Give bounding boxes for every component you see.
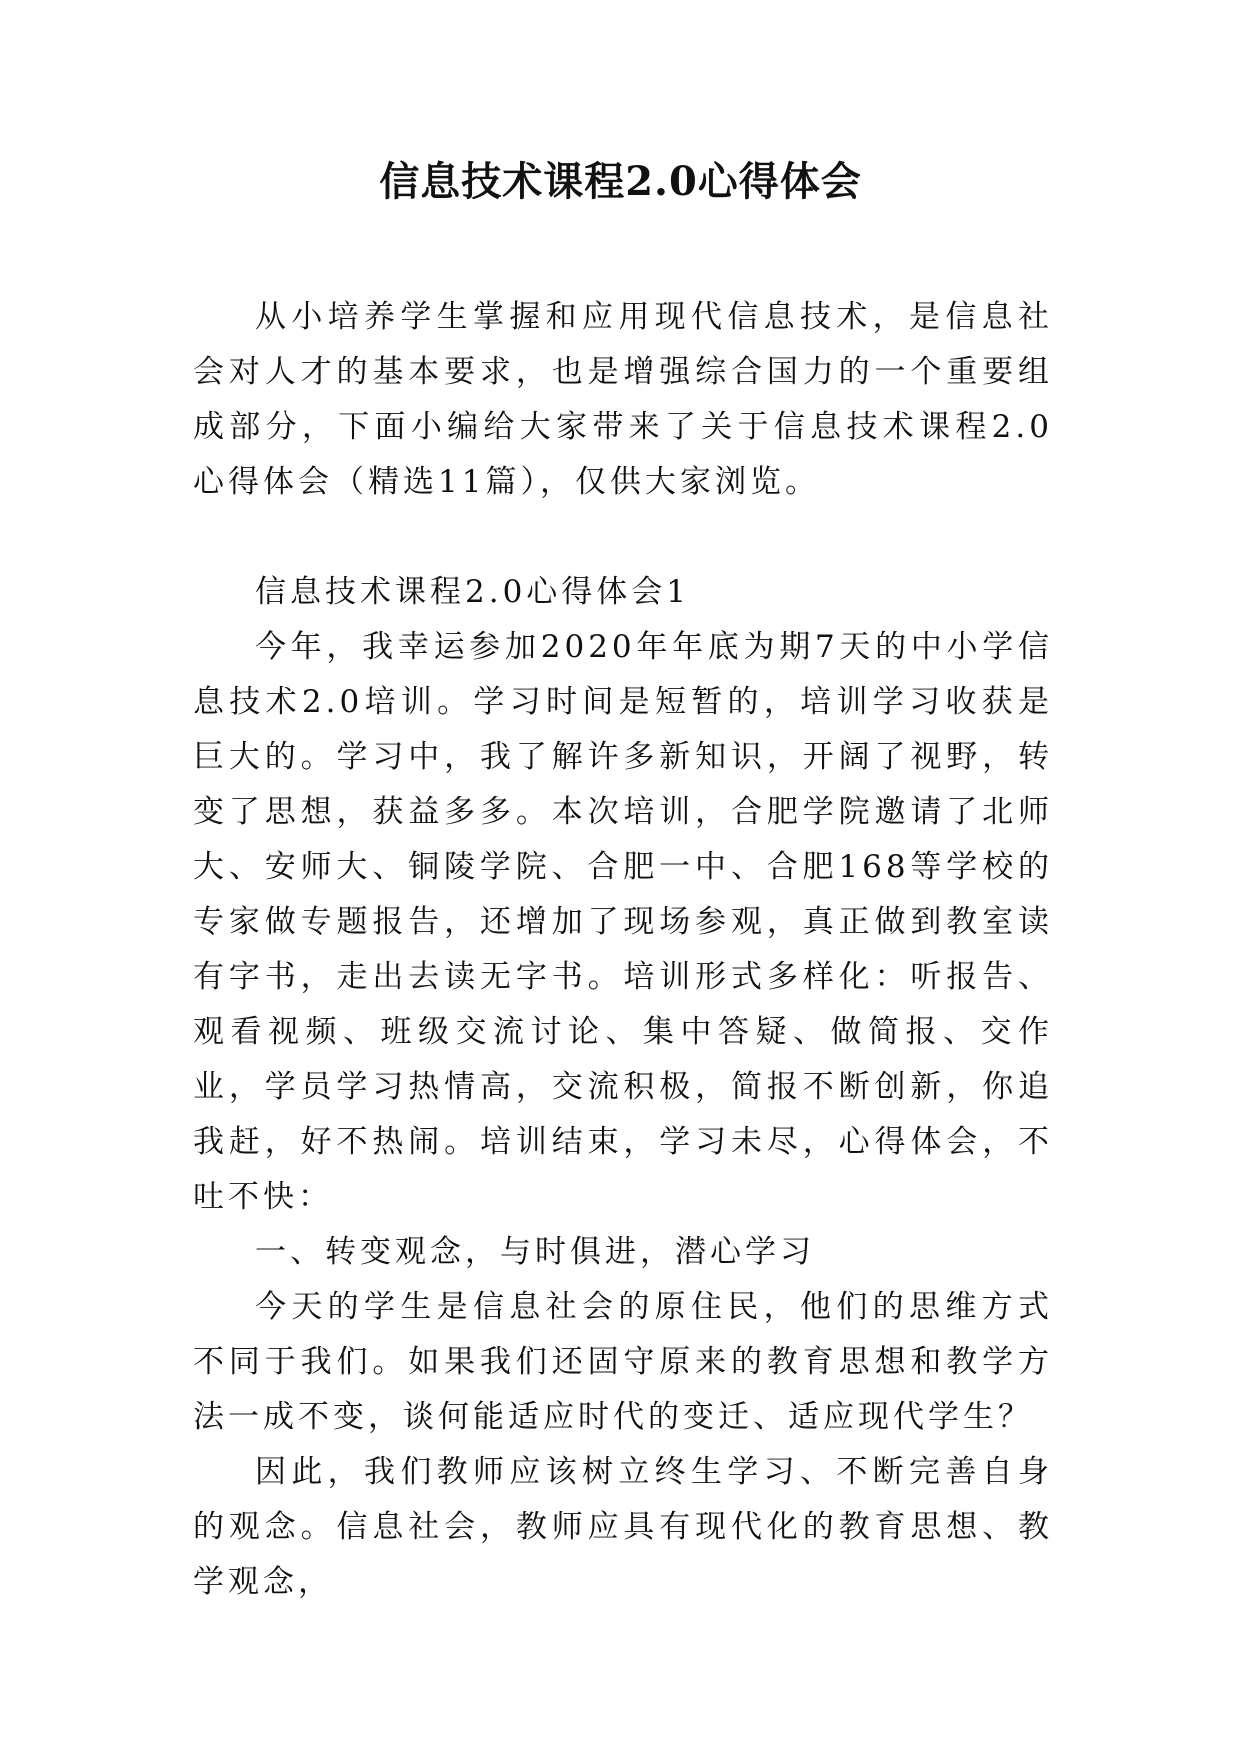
subsection-heading: 一、转变观念，与时俱进，潜心学习 <box>255 1234 815 1270</box>
intro-paragraph: 从小培养学生掌握和应用现代信息技术，是信息社会对人才的基本要求，也是增强综合国力的一个重要组成部分，下面小编给大家带来了关于信息技术课程2.0心得体会（精选11篇），仅供大家浏览。 <box>193 299 1053 500</box>
document-title: 信息技术课程2.0心得体会 <box>379 158 862 205</box>
body-paragraph: 今天的学生是信息社会的原住民，他们的思维方式不同于我们。如果我们还固守原来的教育思想和教学方法一成不变，谈何能适应时代的变迁、适应现代学生？ <box>193 1289 1053 1435</box>
paragraph-spacer <box>193 510 1053 565</box>
body-paragraph: 因此，我们教师应该树立终生学习、不断完善自身的观念。信息社会，教师应具有现代化的教育思想、教学观念， <box>193 1454 1053 1600</box>
body-paragraph: 今年，我幸运参加2020年年底为期7天的中小学信息技术2.0培训。学习时间是短暂的，培训学习收获是巨大的。学习中，我了解许多新知识，开阔了视野，转变了思想，获益多多。本次培训，合肥学院邀请了北师大、安师大、铜陵学院、合肥一中、合肥168等学校的专家做专题报告，还增加了现场参观，真正做到教室读有字书，走出去读无字书。培训形式多样化：听报告、观看视频、班级交流讨论、集中答疑、做简报、交作业，学员学习热情高，交流积极，简报不断创新，你追我赶，好不热闹。培训结束，学习未尽，心得体会，不吐不快： <box>193 629 1053 1215</box>
section-heading: 信息技术课程2.0心得体会1 <box>255 574 691 610</box>
document-body <box>193 290 1053 1610</box>
